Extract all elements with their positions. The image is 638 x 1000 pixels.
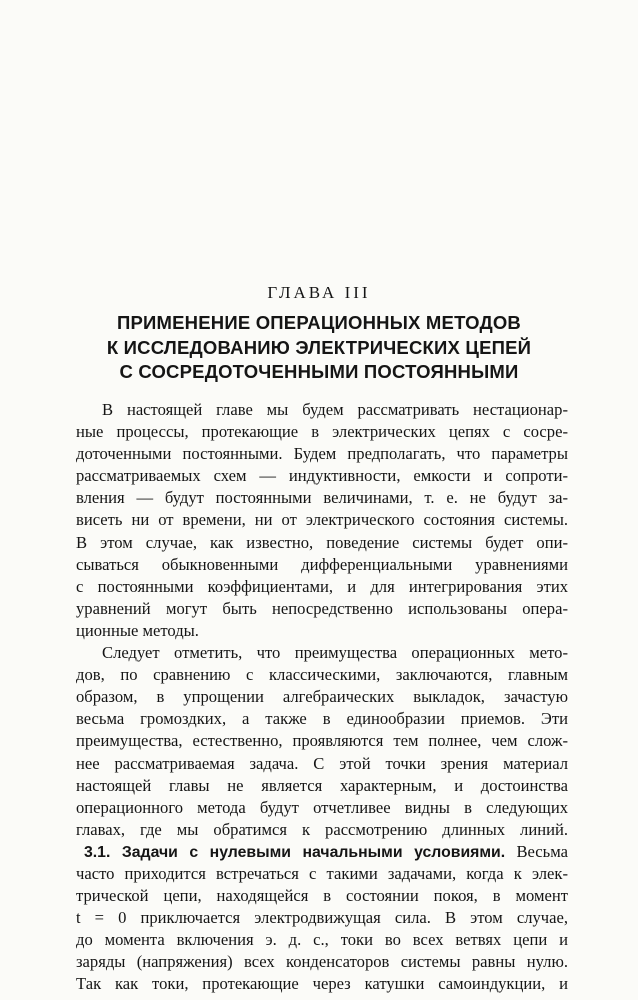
- text-line: Так как токи, протекающие через катушки самоиндукции, и: [76, 974, 568, 994]
- paragraph-intro: [76, 399, 568, 642]
- text-line: нее рассматриваемая задача. С этой точки зрения материал: [76, 753, 568, 773]
- text-line: висеть ни от времени, ни от электрического состояния системы.: [76, 510, 568, 530]
- section-first-line-rest: Весьма: [516, 841, 568, 861]
- text-line: с постоянными коэффициентами, и для интегрирования этих: [76, 576, 568, 596]
- text-line: преимущества, естественно, проявляются тем полнее, чем слож-: [76, 731, 568, 751]
- text-line: главах, где мы обратимся к рассмотрению длинных линий.: [76, 819, 568, 839]
- text-line: сываться обыкновенными дифференциальными уравнениями: [76, 554, 568, 574]
- text-line: Следует отметить, что преимущества операционных мето-: [102, 643, 568, 663]
- text-line: ные процессы, протекающие в электрических цепях с сосре-: [76, 422, 568, 442]
- text-line: операционного метода будут отчетливее видны в следующих: [76, 797, 568, 817]
- text-line: настоящей главы не является характерным, и достоинства: [76, 775, 568, 795]
- section-first-line: [76, 841, 568, 863]
- chapter-title: [60, 311, 578, 385]
- paragraph-advantages: [76, 642, 568, 841]
- text-line: ционные методы.: [76, 620, 199, 640]
- text-line: уравнений могут быть непосредственно использованы опера-: [76, 598, 568, 618]
- text-line: до момента включения э. д. с., токи во всех ветвях цепи и: [76, 930, 568, 950]
- section-3-1: [76, 841, 568, 996]
- text-line: В этом случае, как известно, поведение системы будет опи-: [76, 532, 568, 552]
- body-text: [76, 399, 568, 996]
- text-line: трической цепи, находящейся в состоянии покоя, в момент: [76, 886, 568, 906]
- text-line: часто приходится встречаться с такими задачами, когда к элек-: [76, 863, 568, 883]
- chapter-label: ГЛАВА III: [267, 283, 371, 302]
- text-line: весьма громоздких, а также в единообразии приемов. Эти: [76, 709, 568, 729]
- text-line: t = 0 приключается электродвижущая сила. В этом случае,: [76, 908, 568, 928]
- text-line: доточенными постоянными. Будем предполагать, что параметры: [76, 444, 568, 464]
- text-line: заряды (напряжения) всех конденсаторов системы равны нулю.: [76, 952, 568, 972]
- text-line: дов, по сравнению с классическими, заключаются, главным: [76, 665, 568, 685]
- text-line: образом, в упрощении алгебраических выкладок, зачастую: [76, 687, 568, 707]
- title-line: С СОСРЕДОТОЧЕННЫМИ ПОСТОЯННЫМИ: [119, 361, 519, 382]
- title-line: К ИССЛЕДОВАНИЮ ЭЛЕКТРИЧЕСКИХ ЦЕПЕЙ: [106, 336, 532, 358]
- title-line: ПРИМЕНЕНИЕ ОПЕРАЦИОННЫХ МЕТОДОВ: [117, 312, 521, 333]
- text-line: вления — будут постоянными величинами, т. е. не будут за-: [76, 488, 568, 508]
- section-heading: 3.1. Задачи с нулевыми начальными условиями.: [84, 843, 506, 861]
- text-line: В настоящей главе мы будем рассматривать нестационар-: [102, 400, 568, 419]
- text-line: рассматриваемых схем — индуктивности, емкости и сопроти-: [76, 466, 568, 486]
